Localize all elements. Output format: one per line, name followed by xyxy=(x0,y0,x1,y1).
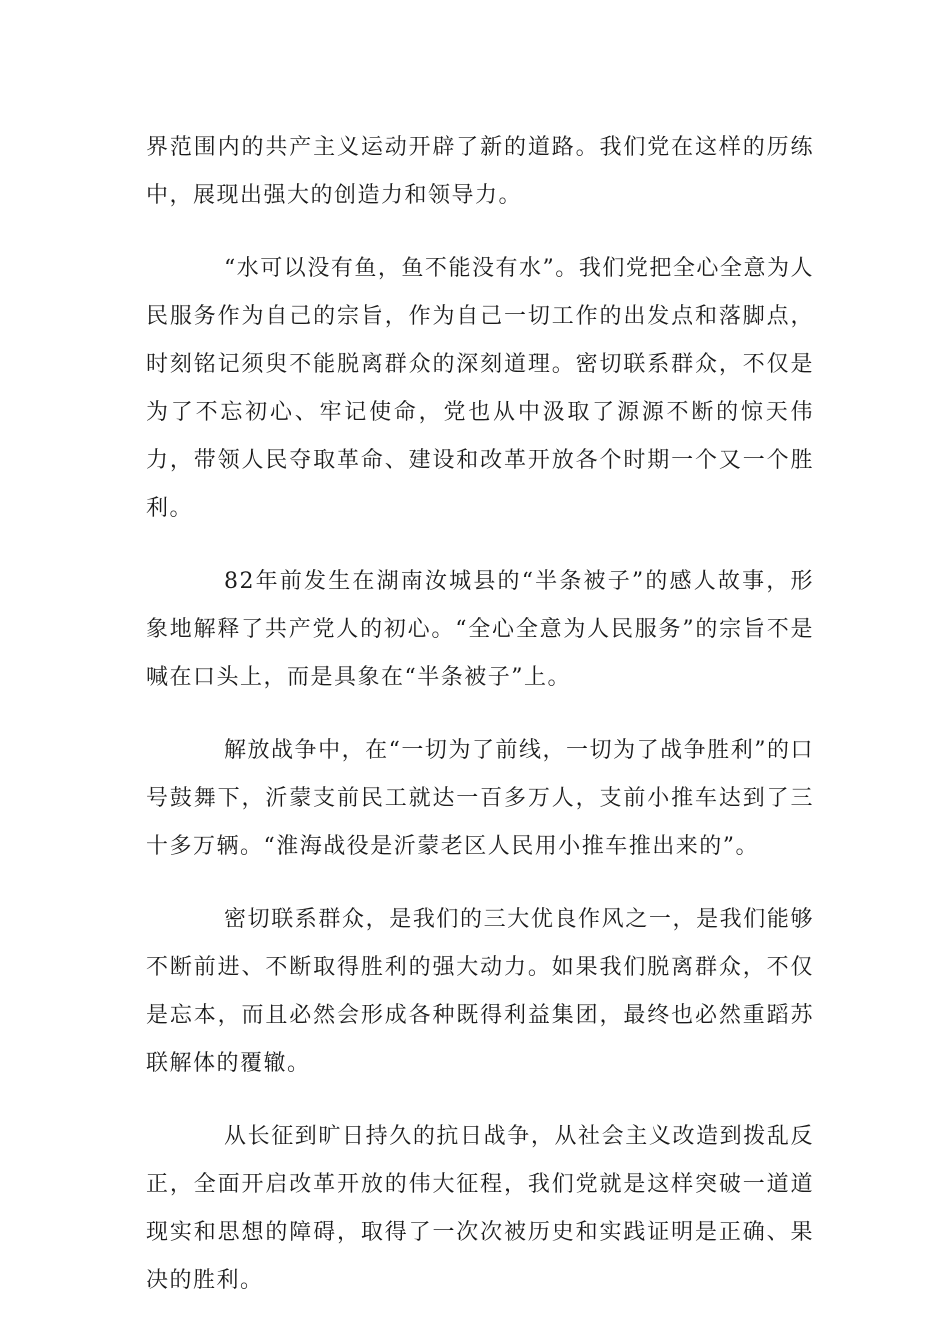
document-body xyxy=(146,124,814,1330)
paragraph-2: “水可以没有鱼，鱼不能没有水”。我们党把全心全意为人民服务作为自己的宗旨，作为自己一切工作的出发点和落脚点，时刻铭记须臾不能脱离群众的深刻道理。密切联系群众，不仅是为了不忘初心、牢记使命，党也从中汲取了源源不断的惊天伟力，带领人民夺取革命、建设和改革开放各个时期一个又一个胜利。 xyxy=(146,256,814,521)
paragraph-3: 82年前发生在湖南汝城县的“半条被子”的感人故事，形象地解释了共产党人的初心。“全心全意为人民服务”的宗旨不是喊在口头上，而是具象在“半条被子”上。 xyxy=(146,569,814,690)
paragraph-6: 从长征到旷日持久的抗日战争，从社会主义改造到拨乱反正，全面开启改革开放的伟大征程，我们党就是这样突破一道道现实和思想的障碍，取得了一次次被历史和实践证明是正确、果决的胜利。 xyxy=(146,1124,814,1293)
paragraph-1: 界范围内的共产主义运动开辟了新的道路。我们党在这样的历练中，展现出强大的创造力和领导力。 xyxy=(146,135,814,208)
paragraph-5: 密切联系群众，是我们的三大优良作风之一，是我们能够不断前进、不断取得胜利的强大动力。如果我们脱离群众，不仅是忘本，而且必然会形成各种既得利益集团，最终也必然重蹈苏联解体的覆辙。 xyxy=(146,907,814,1076)
paragraph-4: 解放战争中，在“一切为了前线，一切为了战争胜利”的口号鼓舞下，沂蒙支前民工就达一百多万人，支前小推车达到了三十多万辆。“淮海战役是沂蒙老区人民用小推车推出来的”。 xyxy=(146,738,814,859)
